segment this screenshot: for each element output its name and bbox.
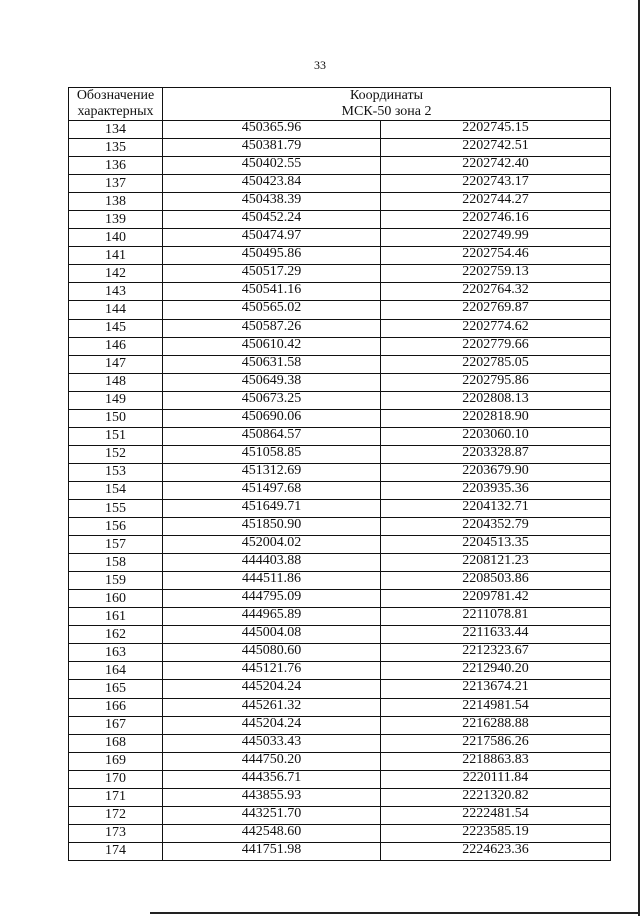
coordinate-y-cell: 2202759.13 [381, 265, 611, 283]
coordinate-x-cell: 442548.60 [163, 824, 381, 842]
point-number-cell: 149 [69, 391, 163, 409]
coordinate-y-cell: 2202754.46 [381, 247, 611, 265]
table-row [69, 175, 611, 193]
point-number-cell: 134 [69, 121, 163, 139]
point-number-cell: 140 [69, 229, 163, 247]
page-number: 33 [314, 58, 326, 72]
table-row [69, 824, 611, 842]
point-number-cell: 142 [69, 265, 163, 283]
table-row [69, 680, 611, 698]
table-row [69, 590, 611, 608]
coordinate-x-cell: 444795.09 [163, 590, 381, 608]
coordinate-x-cell: 445033.43 [163, 734, 381, 752]
coordinate-y-cell: 2202779.66 [381, 337, 611, 355]
table-row [69, 337, 611, 355]
coordinate-x-cell: 445004.08 [163, 626, 381, 644]
table-row [69, 427, 611, 445]
coordinate-y-cell: 2202808.13 [381, 391, 611, 409]
table-row [69, 499, 611, 517]
point-number-cell: 151 [69, 427, 163, 445]
table-row [69, 265, 611, 283]
point-number-cell: 163 [69, 644, 163, 662]
point-number-cell: 168 [69, 734, 163, 752]
table-row [69, 662, 611, 680]
coordinate-y-cell: 2202743.17 [381, 175, 611, 193]
point-number-cell: 136 [69, 157, 163, 175]
coordinate-y-cell: 2202744.27 [381, 193, 611, 211]
coordinate-x-cell: 444965.89 [163, 608, 381, 626]
table-row [69, 409, 611, 427]
coordinate-y-cell: 2202745.15 [381, 121, 611, 139]
point-number-cell: 167 [69, 716, 163, 734]
point-number-cell: 137 [69, 175, 163, 193]
coordinate-y-cell: 2203679.90 [381, 463, 611, 481]
table-row [69, 806, 611, 824]
coordinate-x-cell: 444403.88 [163, 554, 381, 572]
point-number-cell: 174 [69, 842, 163, 860]
point-number-cell: 162 [69, 626, 163, 644]
coordinate-y-cell: 2202749.99 [381, 229, 611, 247]
table-row [69, 139, 611, 157]
table-row [69, 283, 611, 301]
coordinate-x-cell: 444750.20 [163, 752, 381, 770]
coordinates-table-body [69, 121, 611, 861]
coordinate-x-cell: 445204.24 [163, 716, 381, 734]
coordinate-x-cell: 450517.29 [163, 265, 381, 283]
coordinate-y-cell: 2220111.84 [381, 770, 611, 788]
coordinate-y-cell: 2213674.21 [381, 680, 611, 698]
point-number-cell: 138 [69, 193, 163, 211]
coordinate-x-cell: 450495.86 [163, 247, 381, 265]
point-number-cell: 173 [69, 824, 163, 842]
coordinate-y-cell: 2202785.05 [381, 355, 611, 373]
table-row [69, 716, 611, 734]
coordinate-system-label: МСК-50 зона 2 [341, 104, 432, 119]
coordinates-table [68, 87, 611, 861]
point-number-cell: 169 [69, 752, 163, 770]
point-number-cell: 147 [69, 355, 163, 373]
coordinate-y-cell: 2208503.86 [381, 572, 611, 590]
table-row [69, 247, 611, 265]
point-number-cell: 152 [69, 445, 163, 463]
coordinate-x-cell: 450631.58 [163, 355, 381, 373]
table-row [69, 157, 611, 175]
coordinate-x-cell: 450452.24 [163, 211, 381, 229]
coordinate-x-cell: 451312.69 [163, 463, 381, 481]
coordinate-y-cell: 2202764.32 [381, 283, 611, 301]
coordinate-y-cell: 2202746.16 [381, 211, 611, 229]
table-row [69, 319, 611, 337]
point-number-cell: 145 [69, 319, 163, 337]
point-number-cell: 154 [69, 481, 163, 499]
point-number-cell: 161 [69, 608, 163, 626]
coordinate-x-cell: 450565.02 [163, 301, 381, 319]
table-row [69, 770, 611, 788]
point-number-cell: 139 [69, 211, 163, 229]
coordinate-y-cell: 2204352.79 [381, 518, 611, 536]
table-row [69, 518, 611, 536]
coordinate-x-cell: 451850.90 [163, 518, 381, 536]
coordinate-x-cell: 450474.97 [163, 229, 381, 247]
point-number-cell: 144 [69, 301, 163, 319]
table-row [69, 445, 611, 463]
point-designation-header: Обозначение характерных [69, 88, 163, 121]
point-number-cell: 148 [69, 373, 163, 391]
coordinate-x-cell: 451649.71 [163, 499, 381, 517]
coordinate-y-cell: 2211633.44 [381, 626, 611, 644]
point-number-cell: 165 [69, 680, 163, 698]
coordinate-y-cell: 2203060.10 [381, 427, 611, 445]
table-row [69, 608, 611, 626]
coordinate-x-cell: 450402.55 [163, 157, 381, 175]
point-number-cell: 166 [69, 698, 163, 716]
coordinate-y-cell: 2212940.20 [381, 662, 611, 680]
coordinates-header-title: Координаты [350, 88, 423, 103]
coordinate-x-cell: 450381.79 [163, 139, 381, 157]
coordinates-header [163, 88, 611, 121]
table-row [69, 211, 611, 229]
point-number-cell: 155 [69, 499, 163, 517]
coordinate-y-cell: 2202818.90 [381, 409, 611, 427]
coordinate-y-cell: 2204132.71 [381, 499, 611, 517]
table-row [69, 481, 611, 499]
coordinate-y-cell: 2202742.40 [381, 157, 611, 175]
coordinate-x-cell: 445080.60 [163, 644, 381, 662]
table-row [69, 373, 611, 391]
coordinate-y-cell: 2202795.86 [381, 373, 611, 391]
table-row [69, 463, 611, 481]
coordinate-x-cell: 443855.93 [163, 788, 381, 806]
coordinate-y-cell: 2208121.23 [381, 554, 611, 572]
table-row [69, 842, 611, 860]
coordinate-y-cell: 2218863.83 [381, 752, 611, 770]
coordinate-y-cell: 2212323.67 [381, 644, 611, 662]
scan-edge-bottom [150, 912, 640, 914]
point-number-cell: 172 [69, 806, 163, 824]
coordinate-x-cell: 445204.24 [163, 680, 381, 698]
table-row [69, 301, 611, 319]
table-row [69, 554, 611, 572]
table-row [69, 229, 611, 247]
point-number-cell: 150 [69, 409, 163, 427]
coordinate-y-cell: 2211078.81 [381, 608, 611, 626]
coordinate-y-cell: 2224623.36 [381, 842, 611, 860]
coordinate-x-cell: 450649.38 [163, 373, 381, 391]
coordinate-y-cell: 2214981.54 [381, 698, 611, 716]
point-number-cell: 170 [69, 770, 163, 788]
coordinate-y-cell: 2202742.51 [381, 139, 611, 157]
point-number-cell: 164 [69, 662, 163, 680]
coordinate-y-cell: 2223585.19 [381, 824, 611, 842]
coordinate-x-cell: 450587.26 [163, 319, 381, 337]
coordinate-y-cell: 2203935.36 [381, 481, 611, 499]
point-number-cell: 159 [69, 572, 163, 590]
point-number-cell: 160 [69, 590, 163, 608]
coordinate-x-cell: 444511.86 [163, 572, 381, 590]
point-number-cell: 146 [69, 337, 163, 355]
coordinate-y-cell: 2203328.87 [381, 445, 611, 463]
point-number-cell: 158 [69, 554, 163, 572]
coordinate-x-cell: 445121.76 [163, 662, 381, 680]
table-row [69, 193, 611, 211]
coordinate-y-cell: 2216288.88 [381, 716, 611, 734]
table-row [69, 355, 611, 373]
coordinate-y-cell: 2221320.82 [381, 788, 611, 806]
table-row [69, 698, 611, 716]
coordinate-y-cell: 2209781.42 [381, 590, 611, 608]
coordinate-x-cell: 443251.70 [163, 806, 381, 824]
coordinate-x-cell: 450423.84 [163, 175, 381, 193]
coordinate-y-cell: 2202774.62 [381, 319, 611, 337]
table-row [69, 734, 611, 752]
coordinate-x-cell: 452004.02 [163, 536, 381, 554]
coordinate-x-cell: 451058.85 [163, 445, 381, 463]
table-row [69, 788, 611, 806]
coordinate-y-cell: 2202769.87 [381, 301, 611, 319]
coordinate-y-cell: 2217586.26 [381, 734, 611, 752]
coordinate-y-cell: 2204513.35 [381, 536, 611, 554]
point-number-cell: 156 [69, 518, 163, 536]
point-number-cell: 153 [69, 463, 163, 481]
coordinate-x-cell: 450864.57 [163, 427, 381, 445]
coordinate-x-cell: 441751.98 [163, 842, 381, 860]
table-row [69, 644, 611, 662]
coordinate-x-cell: 445261.32 [163, 698, 381, 716]
coordinate-x-cell: 444356.71 [163, 770, 381, 788]
point-number-cell: 143 [69, 283, 163, 301]
coordinate-x-cell: 450610.42 [163, 337, 381, 355]
table-row [69, 626, 611, 644]
table-row [69, 752, 611, 770]
coordinate-x-cell: 450690.06 [163, 409, 381, 427]
point-number-cell: 135 [69, 139, 163, 157]
table-row [69, 121, 611, 139]
table-row [69, 572, 611, 590]
point-number-cell: 157 [69, 536, 163, 554]
coordinate-y-cell: 2222481.54 [381, 806, 611, 824]
point-number-cell: 171 [69, 788, 163, 806]
table-row [69, 391, 611, 409]
coordinate-x-cell: 450438.39 [163, 193, 381, 211]
point-number-cell: 141 [69, 247, 163, 265]
coordinate-x-cell: 450365.96 [163, 121, 381, 139]
coordinate-x-cell: 450673.25 [163, 391, 381, 409]
coordinate-x-cell: 450541.16 [163, 283, 381, 301]
table-row [69, 536, 611, 554]
coordinate-x-cell: 451497.68 [163, 481, 381, 499]
